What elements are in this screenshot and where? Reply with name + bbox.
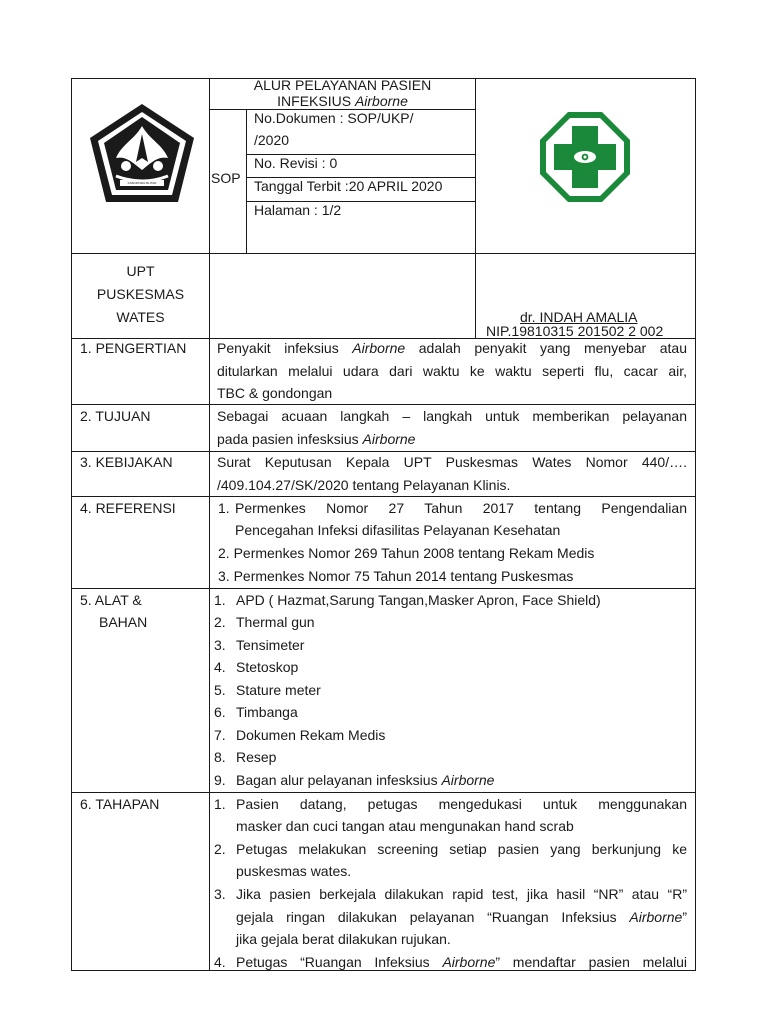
- section-label-alat: 5. ALAT &: [80, 592, 142, 608]
- list-item-text: Thermal gun: [236, 614, 315, 630]
- list-item-number: 1.: [214, 592, 226, 608]
- kebijakan-line1: Surat Keputusan Kepala UPT Puskesmas Wates Nomor 440/….: [217, 454, 687, 470]
- section-label-referensi: 4. REFERENSI: [80, 500, 176, 516]
- rule: [695, 78, 696, 971]
- reference-1-number: 1.: [218, 500, 230, 516]
- reference-3: 3. Permenkes Nomor 75 Tahun 2014 tentang Puskesmas: [218, 568, 574, 584]
- kebijakan-line2: /409.104.27/SK/2020 tentang Pelayanan Klinis.: [217, 477, 511, 493]
- step-3-number: 3.: [214, 886, 226, 902]
- sop-label: SOP: [211, 170, 241, 186]
- doc-title-line2: INFEKSIUS Airborne: [277, 93, 408, 109]
- org-name-line1: UPT: [126, 263, 155, 279]
- signer-nip: NIP.19810315 201502 2 002: [486, 323, 664, 339]
- rule: [246, 109, 247, 254]
- step-1-line1: Pasien datang, petugas mengedukasi untuk menggunakan: [236, 796, 687, 812]
- doc-number-line2: /2020: [254, 132, 290, 148]
- rule: [209, 78, 210, 971]
- rule: [71, 78, 72, 971]
- regency-crest-icon: [86, 100, 198, 206]
- list-item-text: Stature meter: [236, 682, 321, 698]
- doc-number-line1: No.Dokumen : SOP/UKP/: [254, 110, 414, 126]
- list-item-text: Bagan alur pelayanan infesksius Airborne: [236, 772, 495, 788]
- list-item-text: Dokumen Rekam Medis: [236, 727, 386, 743]
- org-name-line3: WATES: [116, 309, 165, 325]
- tujuan-line2: pada pasien infesksius Airborne: [217, 431, 416, 447]
- step-2-line1: Petugas melakukan screening setiap pasien yang berkunjung ke: [236, 841, 687, 857]
- rule: [71, 404, 696, 405]
- list-item-number: 5.: [214, 682, 226, 698]
- pengertian-line3: TBC & gondongan: [217, 385, 333, 401]
- step-4-line1: Petugas “Ruangan Infeksius Airborne” mendaftar pasien melalui: [236, 954, 687, 970]
- rule: [71, 253, 696, 254]
- step-1-number: 1.: [214, 796, 226, 812]
- reference-1-line1: Permenkes Nomor 27 Tahun 2017 tentang Pengendalian: [235, 500, 687, 516]
- page-number: Halaman : 1/2: [254, 202, 342, 218]
- section-label-kebijakan: 3. KEBIJAKAN: [80, 454, 173, 470]
- org-name-line2: PUSKESMAS: [96, 286, 185, 302]
- rule: [71, 588, 696, 589]
- crest-caption: KABUPATEN BLITAR: [127, 181, 157, 185]
- pengertian-line2: ditularkan melalui udara dari waktu ke waktu seperti flu, cacar air,: [217, 363, 687, 379]
- pengertian-line1: Penyakit infeksius Airborne adalah penyakit yang menyebar atau: [217, 340, 688, 356]
- list-item-text: APD ( Hazmat,Sarung Tangan,Masker Apron, Face Shield): [236, 592, 601, 608]
- rule: [71, 451, 696, 452]
- step-2-line2: puskesmas wates.: [236, 863, 352, 879]
- list-item-number: 2.: [214, 614, 226, 630]
- list-item-number: 6.: [214, 704, 226, 720]
- list-item-text: Timbanga: [236, 704, 298, 720]
- step-1-line2: masker dan cuci tangan atau mengunakan hand scrab: [236, 818, 574, 834]
- list-item-number: 3.: [214, 637, 226, 653]
- reference-2: 2. Permenkes Nomor 269 Tahun 2008 tentang Rekam Medis: [218, 545, 595, 561]
- step-3-line3: jika gejala berat dilakukan rujukan.: [236, 931, 451, 947]
- tujuan-line1: Sebagai acuaan langkah – langkah untuk memberikan pelayanan: [217, 408, 687, 424]
- signer-name: dr. INDAH AMALIA: [520, 309, 638, 325]
- section-label-bahan: BAHAN: [99, 614, 148, 630]
- list-item-text: Tensimeter: [236, 637, 305, 653]
- list-item-number: 8.: [214, 749, 226, 765]
- revision-number: No. Revisi : 0: [254, 155, 338, 171]
- section-label-pengertian: 1. PENGERTIAN: [80, 340, 187, 356]
- step-4-number: 4.: [214, 954, 226, 970]
- list-item-text: Stetoskop: [236, 659, 299, 675]
- list-item-number: 7.: [214, 727, 226, 743]
- puskesmas-cross-icon: [538, 110, 632, 204]
- step-3-line2: gejala ringan dilakukan pelayanan “Ruangan Infeksius Airborne”: [236, 909, 687, 925]
- list-item-text: Resep: [236, 749, 277, 765]
- issue-date: Tanggal Terbit :20 APRIL 2020: [254, 178, 443, 194]
- list-item-number: 4.: [214, 659, 226, 675]
- reference-1-line2: Pencegahan Infeksi difasilitas Pelayanan Kesehatan: [235, 522, 561, 538]
- step-3-line1: Jika pasien berkejala dilakukan rapid test, jika hasil “NR” atau “R”: [236, 886, 687, 902]
- rule: [71, 496, 696, 497]
- doc-title-line1: ALUR PELAYANAN PASIEN: [253, 77, 432, 93]
- step-2-number: 2.: [214, 841, 226, 857]
- rule: [475, 78, 476, 339]
- list-item-number: 9.: [214, 772, 226, 788]
- rule: [71, 792, 696, 793]
- section-label-tahapan: 6. TAHAPAN: [80, 796, 160, 812]
- section-label-tujuan: 2. TUJUAN: [80, 408, 151, 424]
